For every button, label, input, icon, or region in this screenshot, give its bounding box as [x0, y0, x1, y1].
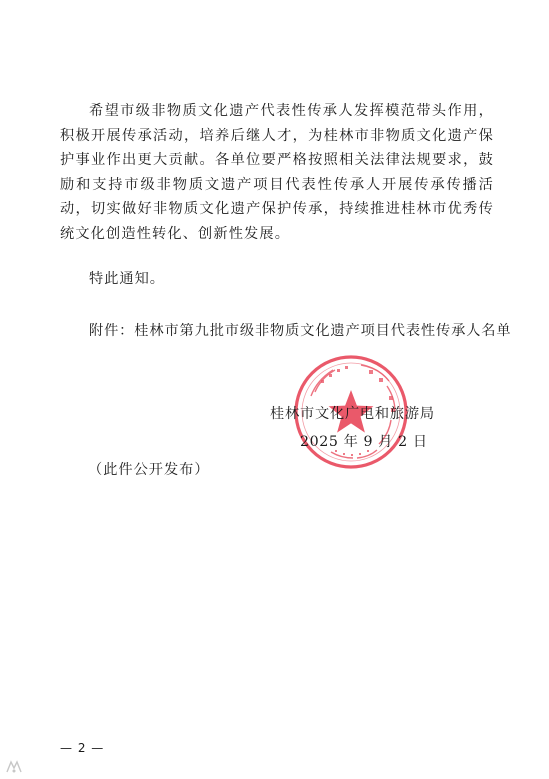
page-number: — 2 — — [60, 741, 105, 755]
body-paragraph: 希望市级非物质文化遗产代表性传承人发挥模范带头作用，积极开展传承活动，培养后继人才，为桂林市非物质文化遗产保护事业作出更大贡献。各单位要严格按照相关法律法规要求，鼓励和支持市级非物质文遗产项目代表性传承人开展传承传播活动，切实做好非物质文化遗产保护传承，持续推进桂林市优秀传统文化创造性转化、创新性发展。 — [60, 103, 494, 242]
closing-line: 特此通知。 — [89, 271, 165, 287]
public-release-note: （此件公开发布） — [88, 462, 210, 478]
attachment-line: 附件：桂林市第九批市级非物质文化遗产项目代表性传承人名单 — [89, 323, 512, 339]
issue-date: 2025 年 9 月 2 日 — [300, 434, 428, 450]
corner-watermark — [6, 759, 22, 775]
watermark-logo-icon — [6, 760, 22, 774]
issuer-name: 桂林市文化广电和旅游局 — [270, 406, 435, 422]
